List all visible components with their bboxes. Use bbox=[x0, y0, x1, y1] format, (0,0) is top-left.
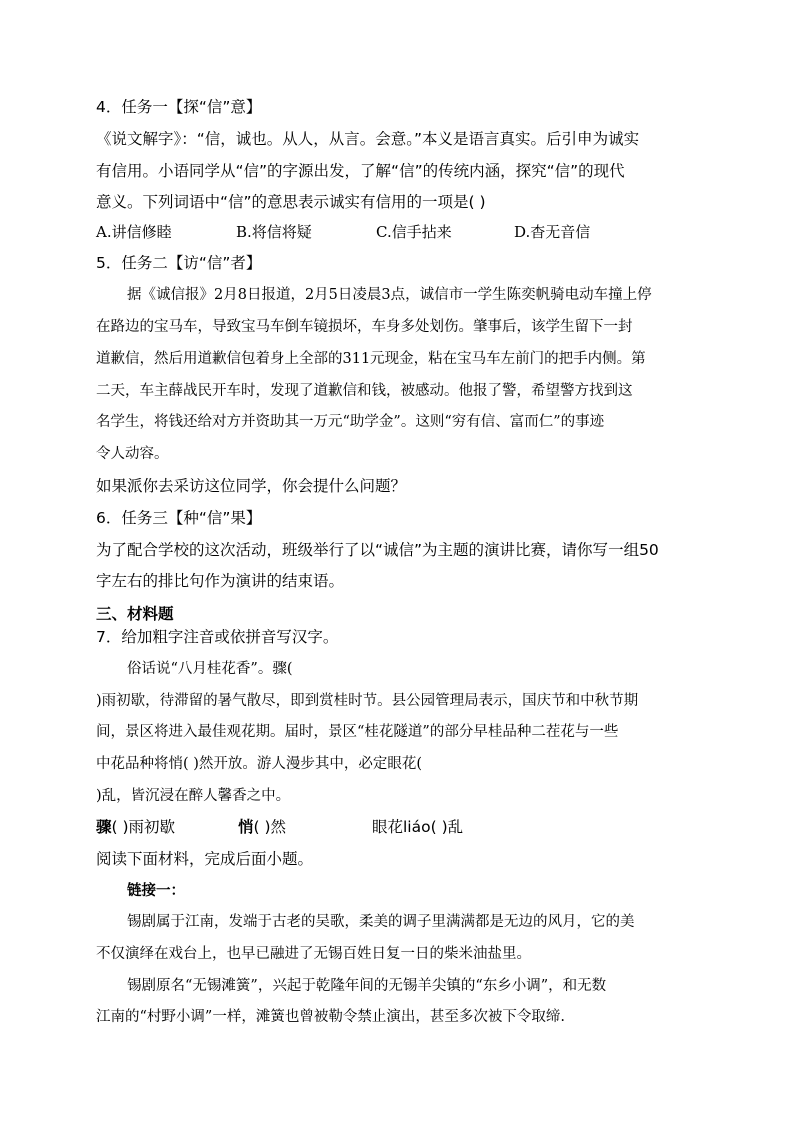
reading-para-line-1: 锡剧属于江南，发端于古老的吴歌，柔美的调子里满满都是无边的风月，它的美 bbox=[127, 914, 635, 930]
q7-passage-line-1: 俗话说“八月桂花香”。骤( bbox=[127, 661, 293, 677]
q5-passage-line-4: 二天，车主薛战民开车时，发现了道歉信和钱，被感动。他报了警，希望警方找到这 bbox=[96, 383, 633, 399]
q7-fill-item-2-char: 悄 bbox=[238, 818, 254, 836]
q7-title: 7．给加粗字注音或依拼音写汉字。 bbox=[96, 628, 339, 646]
q7-passage-line-2: )雨初歇，待滞留的暑气散尽，即到赏桂时节。县公园管理局表示，国庆节和中秋节期 bbox=[96, 693, 639, 709]
reading-para-line-3: 锡剧原名“无锡滩簧”，兴起于乾隆年间的无锡羊尖镇的“东乡小调”，和无数 bbox=[127, 978, 607, 994]
q7-passage-line-3: 间，景区将进入最佳观花期。届时，景区“桂花隧道”的部分早桂品种二茬花与一些 bbox=[96, 724, 619, 740]
q5-passage-line-2: 在路边的宝马车，导致宝马车倒车镜损坏，车身多处划伤。肇事后，该学生留下一封 bbox=[96, 319, 633, 335]
q4-option-c: C.信手拈来 bbox=[376, 223, 452, 241]
reading-para-line-4: 江南的“村野小调”一样，滩簧也曾被勒令禁止演出，甚至多次被下令取缔. bbox=[96, 1009, 565, 1025]
reading-instruction: 阅读下面材料，完成后面小题。 bbox=[96, 850, 314, 868]
q7-fill-item-1-char: 骤 bbox=[96, 818, 112, 836]
q5-passage-line-5: 名学生，将钱还给对方并资助其一万元“助学金”。这则“穷有信、富而仁”的事迹 bbox=[96, 414, 605, 430]
q7-fill-item-2-blank: ( )然 bbox=[253, 818, 287, 836]
q4-line-2: 有信用。小语同学从“信”的字源出发，了解“信”的传统内涵，探究“信”的现代 bbox=[96, 162, 625, 180]
q4-option-a: A.讲信修睦 bbox=[96, 223, 172, 241]
reading-para-line-2: 不仅演绎在戏台上，也早已融进了无锡百姓日复一日的柴米油盐里。 bbox=[96, 946, 531, 962]
q4-options bbox=[96, 222, 590, 242]
q7-fill-row bbox=[96, 817, 463, 837]
q6-title: 6．任务三【种“信”果】 bbox=[96, 509, 262, 527]
q6-line-1: 为了配合学校的这次活动，班级举行了以“诚信”为主题的演讲比赛，请你写一组50 bbox=[96, 541, 659, 559]
q5-passage-line-3: 道歉信，然后用道歉信包着身上全部的311元现金，粘在宝马车左前门的把手内侧。第 bbox=[96, 351, 646, 367]
q5-passage-line-6: 令人动容。 bbox=[96, 446, 169, 462]
q6-line-2: 字左右的排比句作为演讲的结束语。 bbox=[96, 572, 345, 590]
q4-title: 4．任务一【探“信”意】 bbox=[96, 98, 262, 116]
q4-line-3: 意义。下列词语中“信”的意思表示诚实有信用的一项是( ) bbox=[96, 193, 486, 211]
q7-passage-line-4: 中花品种将悄( )然开放。游人漫步其中，必定眼花( bbox=[96, 756, 423, 772]
q4-line-1: 《说文解字》：“信，诚也。从人，从言。会意。”本义是语言真实。后引申为诚实 bbox=[96, 130, 640, 148]
q7-fill-item-3: 眼花liáo( )乱 bbox=[372, 818, 464, 836]
q4-option-d: D.杳无音信 bbox=[514, 223, 591, 241]
q7-passage-line-5: )乱，皆沉浸在醉人馨香之中。 bbox=[96, 788, 291, 804]
link-1-label: 链接一： bbox=[127, 882, 185, 899]
q5-title: 5．任务二【访“信”者】 bbox=[96, 254, 262, 272]
q4-option-b: B.将信将疑 bbox=[236, 223, 312, 241]
q5-passage-line-1: 据《诚信报》2月8日报道，2月5日凌晨3点，诚信市一学生陈奕帆骑电动车撞上停 bbox=[127, 287, 652, 303]
q5-question: 如果派你去采访这位同学，你会提什么问题？ bbox=[96, 477, 407, 495]
q7-fill-item-1-blank: ( )雨初歇 bbox=[111, 818, 176, 836]
section-heading: 三、材料题 bbox=[96, 605, 174, 623]
